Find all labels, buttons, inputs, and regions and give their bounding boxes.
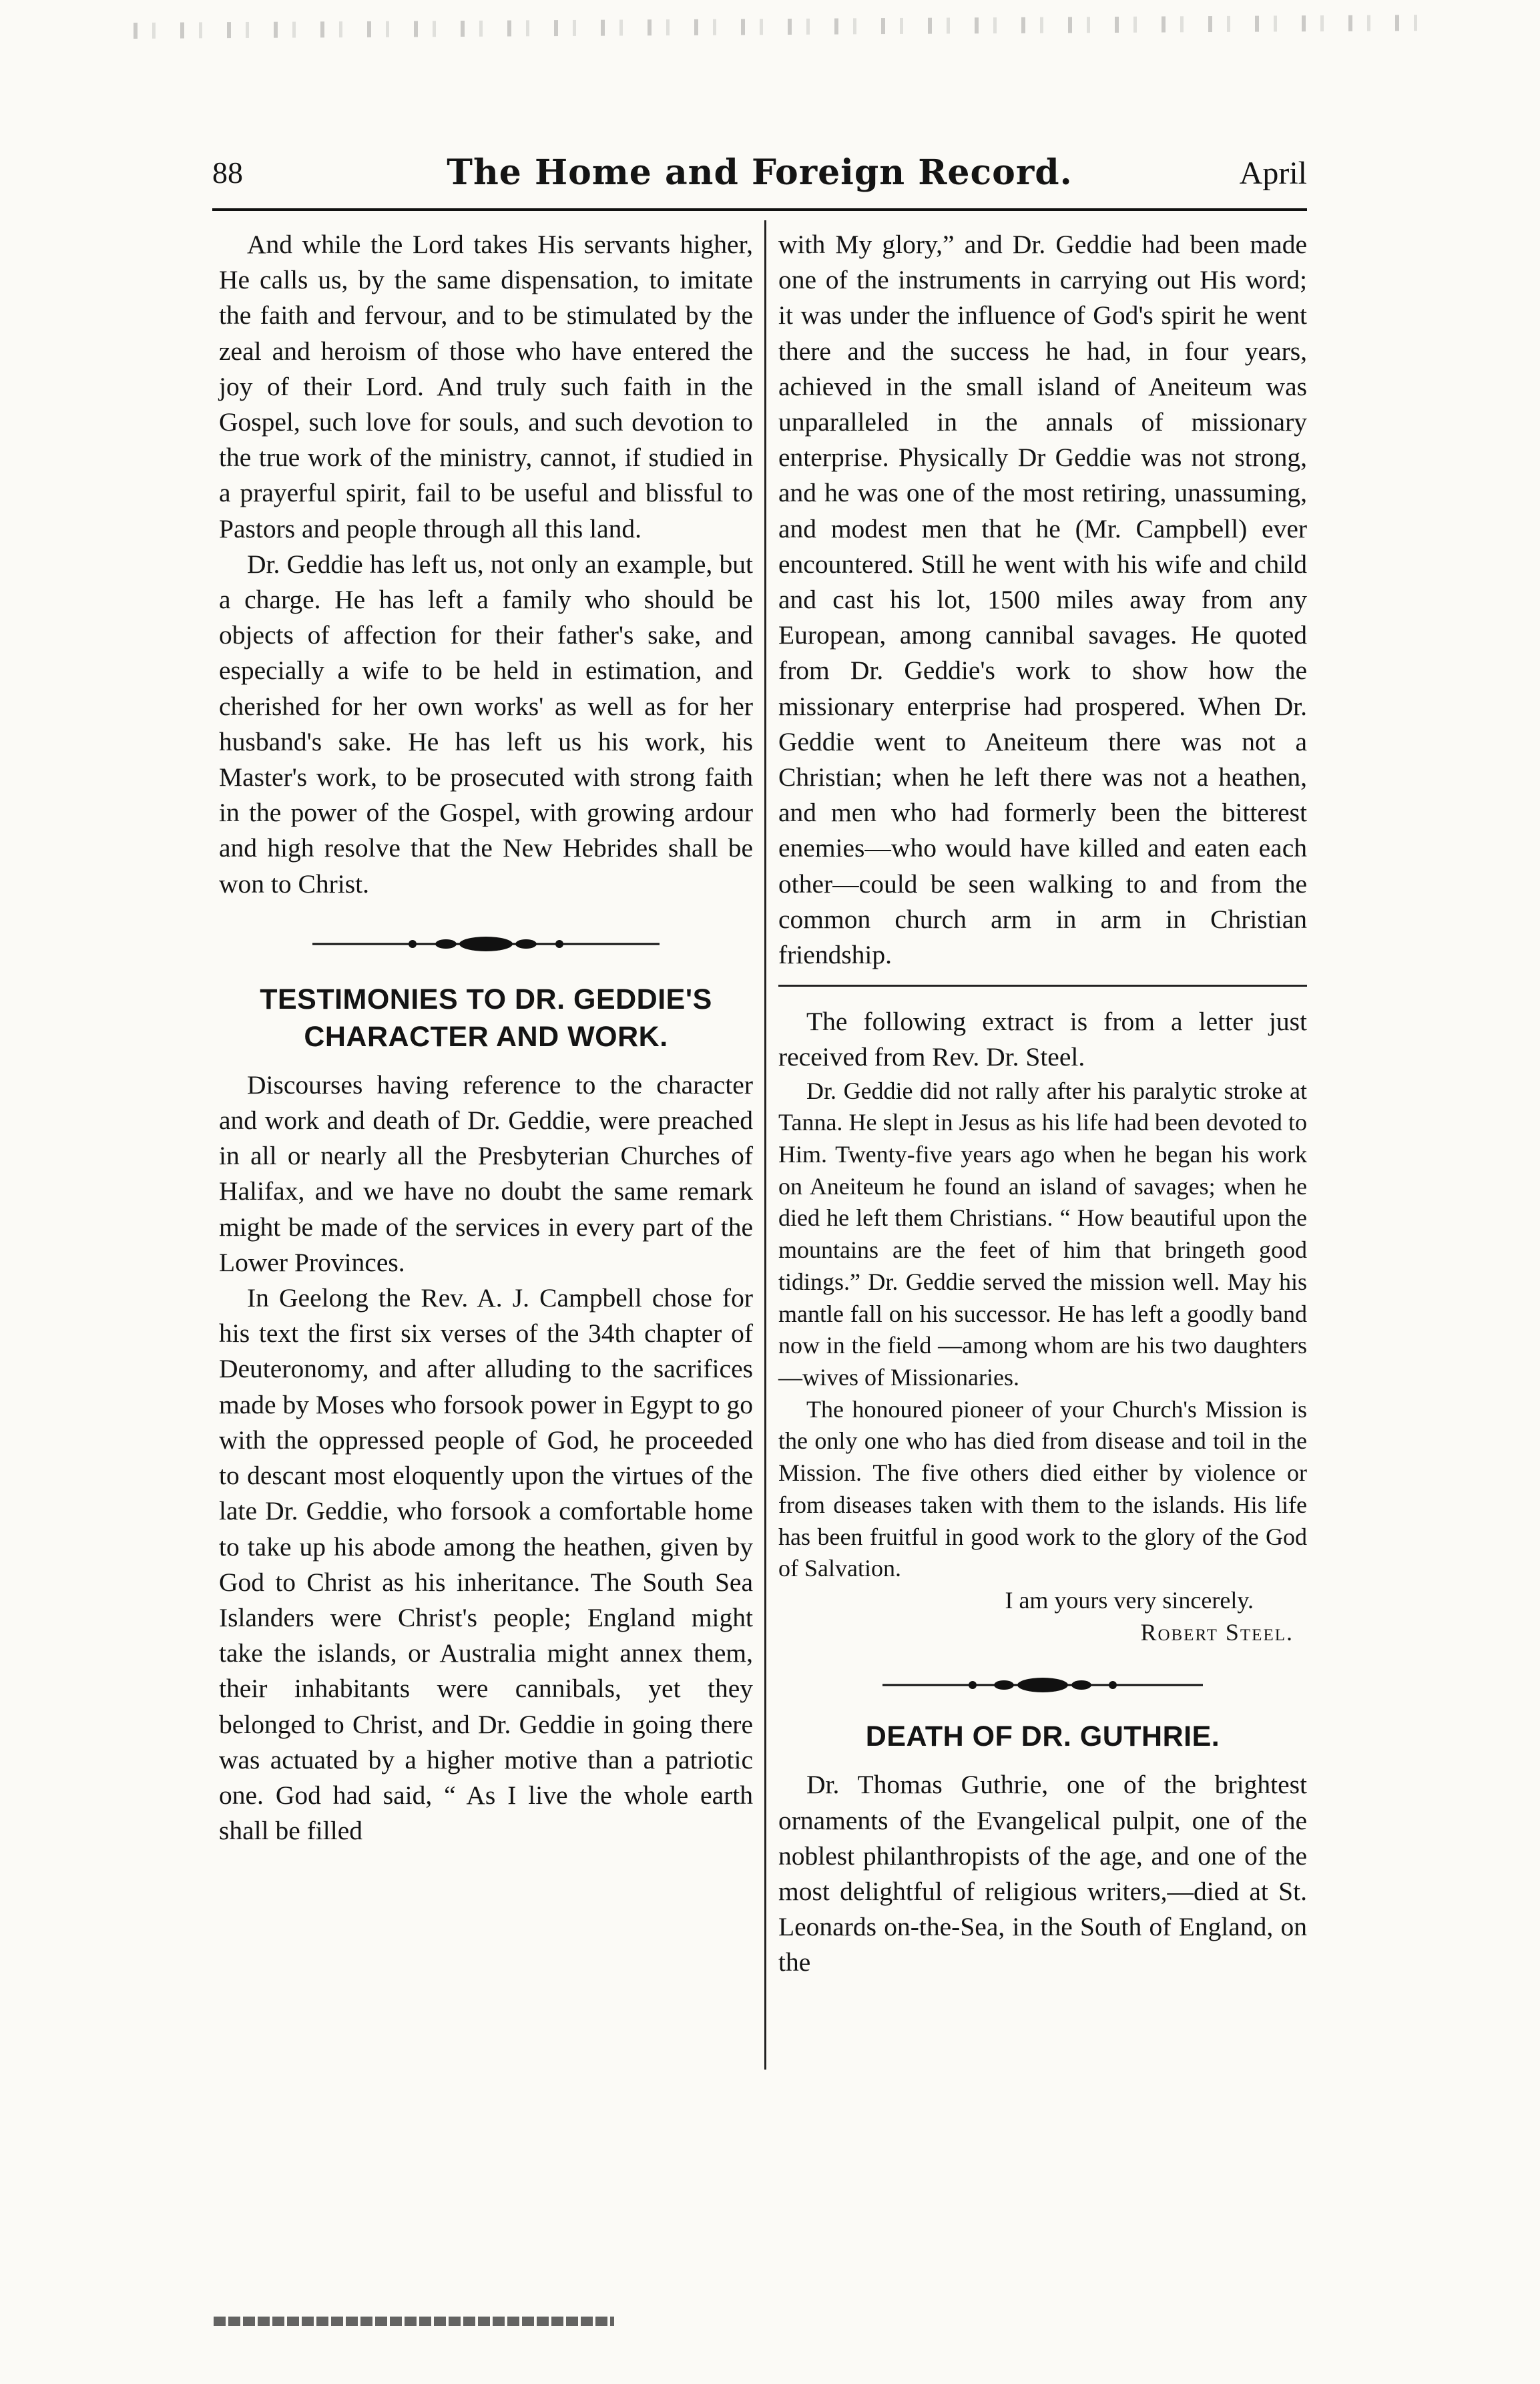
page-number: 88 <box>212 156 243 190</box>
paragraph: And while the Lord takes His servants higher, He calls us, by the same dispensation, to imitate the faith and fervour, and to be stimulated by the zeal and heroism of those who have entered the joy of their Lord. And truly such faith in the Gospel, such love for souls, and such devotion to the true work of the ministry, cannot, if studied in a prayerful spirit, fail to be useful and blissful to Pastors and people through all this land. <box>219 230 753 543</box>
paragraph: with My glory,” and Dr. Geddie had been made one of the instruments in carrying out His word; it was under the influence of God's spirit he went there and the success he had, in four years, achieved in the small island of Aneiteum was unparalleled in the annals of missionary enterprise. Physically Dr Geddie was not strong, and he was one of the most retiring, unassuming, and modest men that he (Mr. Campbell) ever encountered. Still he went with his wife and child and cast his lot, 1500 miles away from any European, among cannibal savages. He quoted from Dr. Geddie's work to show how the missionary enterprise had prospered. When Dr. Geddie went to Aneiteum there was not a Christian; when he left there was not a heathen, and men who had formerly been the bitterest enemies—who would have killed and eaten each other—could be seen walking to and from the common church arm in arm in Christian friendship. <box>778 230 1307 970</box>
header-rule <box>212 208 1307 211</box>
ornament-divider-icon <box>882 1675 1203 1695</box>
paragraph: Dr. Geddie has left us, not only an example, but a charge. He has left a family who should be objects of affection for their father's sake, and especially a wife to be held in estimation, and cherished for her own works' as well as for her husband's sake. He has left us his work, his Master's work, to be prosecuted with strong faith in the power of the Gospel, with growing ardour and high resolve that the New Hebrides shall be won to Christ. <box>219 549 753 899</box>
letter-paragraph: Dr. Geddie did not rally after his paralytic stroke at Tanna. He slept in Jesus as his life had been devoted to Him. Twenty-five years ago when he began his work on Aneiteum he found an island of savages; when he died he left them Christians. “ How beautiful upon the mountains are the feet of him that bringeth good tidings.” Dr. Geddie served the mission well. May his mantle fall on his successor. He has left a goodly band now in the field —among whom are his two daughters—wives of Missionaries. <box>778 1077 1307 1391</box>
letter-closing: I am yours very sincerely. <box>1005 1586 1254 1614</box>
paragraph: Discourses having reference to the character and work and death of Dr. Geddie, were preached in all or nearly all the Presbyterian Churches of Halifax, and we have no doubt the same remark might be made of the services in every part of the Lower Provinces. <box>219 1069 753 1277</box>
paragraph: Dr. Thomas Guthrie, one of the brightest ornaments of the Evangelical pulpit, one of the noblest philanthropists of the age, and one of the most delightful of religious writers,—died at St. Leonards on-the-Sea, in the South of England, on the <box>778 1770 1307 1977</box>
left-column <box>219 227 753 1849</box>
scan-artifact-top <box>134 7 1435 47</box>
issue-month: April <box>1239 156 1307 191</box>
section-rule <box>778 985 1307 987</box>
section-heading: TESTIMONIES TO DR. GEDDIE'S CHARACTER AND WORK. <box>260 983 712 1053</box>
letter-paragraph: The honoured pioneer of your Church's Mission is the only one who has died from disease and toil in the Mission. The five others died either by violence or from diseases taken with them to the islands. His life has been fruitful in good work to the glory of the God of Salvation. <box>778 1395 1307 1582</box>
column-rule <box>764 220 766 2070</box>
right-column <box>778 227 1307 1981</box>
running-header <box>212 152 1307 208</box>
journal-title: The Home and Foreign Record. <box>447 152 1073 193</box>
paragraph: The following extract is from a letter just received from Rev. Dr. Steel. <box>778 1007 1307 1072</box>
paragraph: In Geelong the Rev. A. J. Campbell chose for his text the first six verses of the 34th chapter of Deuteronomy, and after alluding to the sacrifices made by Moses who forsook power in Egypt to go with the oppressed people of God, he proceeded to descant most eloquently upon the virtues of the late Dr. Geddie, who forsook a comfortable home to take up his abode among the heathen, given by God to Christ as his inheritance. The South Sea Islanders were Christ's people; England might take the islands, or Australia might annex them, their inhabitants were cannibals, yet they belonged to Christ, and Dr. Geddie in going there was actuated by a higher motive than a patriotic one. God had said, “ As I live the whole earth shall be filled <box>219 1283 753 1846</box>
ornament-divider-icon <box>312 934 660 954</box>
section-heading: DEATH OF DR. GUTHRIE. <box>865 1720 1220 1753</box>
letter-signature: Robert Steel. <box>1140 1618 1294 1646</box>
scan-artifact-bottom <box>214 2317 614 2326</box>
